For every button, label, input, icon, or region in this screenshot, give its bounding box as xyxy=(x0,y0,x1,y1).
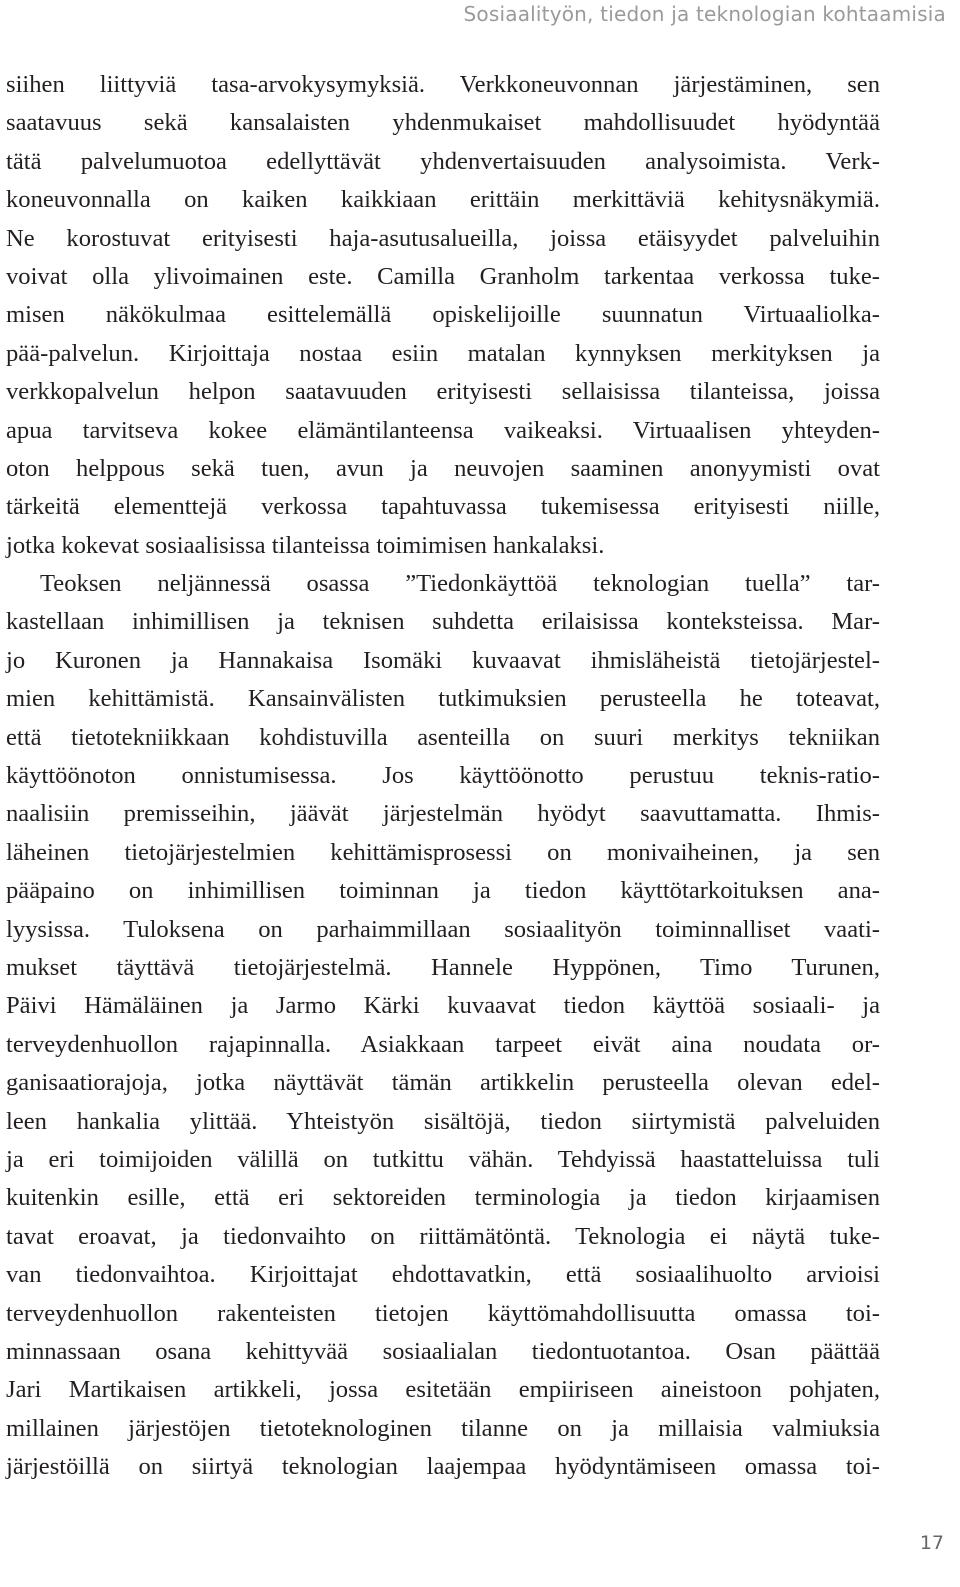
text-line: mukset täyttävä tietojärjestelmä. Hannele Hyppönen, Timo Turunen, xyxy=(6,953,880,981)
text-line: Jari Martikaisen artikkeli, jossa esitetään empiiriseen aineistoon pohjaten, xyxy=(6,1376,880,1404)
text-line: Päivi Hämäläinen ja Jarmo Kärki kuvaavat tiedon käyttöä sosiaali- ja xyxy=(6,992,880,1020)
text-line: että tietotekniikkaan kohdistuvilla asenteilla on suuri merkitys tekniikan xyxy=(6,723,880,751)
paragraph-start-line: Teoksen neljännessä osassa ”Tiedonkäyttöä teknologian tuella” tar- xyxy=(40,570,880,598)
text-line: ja eri toimijoiden välillä on tutkittu vähän. Tehdyissä haastatteluissa tuli xyxy=(6,1145,880,1173)
text-line: misen näkökulmaa esittelemällä opiskelijoille suunnatun Virtuaaliolka- xyxy=(6,301,880,329)
text-line: ganisaatiorajoja, jotka näyttävät tämän artikkelin perusteella olevan edel- xyxy=(6,1069,880,1097)
text-line: jo Kuronen ja Hannakaisa Isomäki kuvaavat ihmisläheistä tietojärjestel- xyxy=(6,646,880,674)
text-line: verkkopalvelun helpon saatavuuden erityisesti sellaisissa tilanteissa, joissa xyxy=(6,378,880,406)
text-line: millainen järjestöjen tietoteknologinen tilanne on ja millaisia valmiuksia xyxy=(6,1414,880,1442)
text-line: kastellaan inhimillisen ja teknisen suhdetta erilaisissa konteksteissa. Mar- xyxy=(6,608,880,636)
text-line: Ne korostuvat erityisesti haja-asutusalueilla, joissa etäisyydet palveluihin xyxy=(6,224,880,252)
text-line: siihen liittyviä tasa-arvokysymyksiä. Verkkoneuvonnan järjestäminen, sen xyxy=(6,71,880,98)
text-line: tavat eroavat, ja tiedonvaihto on riittämätöntä. Teknologia ei näytä tuke- xyxy=(6,1222,880,1250)
text-line: mien kehittämistä. Kansainvälisten tutkimuksien perusteella he toteavat, xyxy=(6,685,880,713)
text-line: oton helppous sekä tuen, avun ja neuvojen saaminen anonyymisti ovat xyxy=(6,454,880,482)
text-line: van tiedonvaihtoa. Kirjoittajat ehdottavatkin, että sosiaalihuolto arvioisi xyxy=(6,1261,880,1289)
running-header: Sosiaalityön, tiedon ja teknologian kohtaamisia xyxy=(463,2,946,26)
body-text xyxy=(6,66,880,1486)
text-line: tärkeitä elementtejä verkossa tapahtuvassa tukemisessa erityisesti niille, xyxy=(6,493,880,521)
text-line: kuitenkin esille, että eri sektoreiden terminologia ja tiedon kirjaamisen xyxy=(6,1184,880,1212)
text-line: leen hankalia ylittää. Yhteistyön sisältöjä, tiedon siirtymistä palveluiden xyxy=(6,1107,880,1135)
text-line: terveydenhuollon rakenteisten tietojen käyttömahdollisuutta omassa toi- xyxy=(6,1299,880,1327)
paragraph-end-line: jotka kokevat sosiaalisissa tilanteissa toimimisen hankalaksi. xyxy=(6,531,605,559)
text-line: terveydenhuollon rajapinnalla. Asiakkaan tarpeet eivät aina noudata or- xyxy=(6,1030,880,1058)
text-line: minnassaan osana kehittyvää sosiaalialan tiedontuotantoa. Osan päättää xyxy=(6,1337,880,1365)
text-line: apua tarvitseva kokee elämäntilanteensa vaikeaksi. Virtuaalisen yhteyden- xyxy=(6,416,880,444)
text-line: koneuvonnalla on kaiken kaikkiaan erittäin merkittäviä kehitysnäkymiä. xyxy=(6,186,880,214)
text-line: lyysissa. Tuloksena on parhaimmillaan sosiaalityön toiminnalliset vaati- xyxy=(6,915,880,943)
text-line: voivat olla ylivoimainen este. Camilla Granholm tarkentaa verkossa tuke- xyxy=(6,262,880,290)
text-line: järjestöillä on siirtyä teknologian laajempaa hyödyntämiseen omassa toi- xyxy=(6,1453,880,1481)
text-line: pääpaino on inhimillisen toiminnan ja tiedon käyttötarkoituksen ana- xyxy=(6,877,880,905)
text-line: käyttöönoton onnistumisessa. Jos käyttöönotto perustuu teknis-ratio- xyxy=(6,762,880,790)
text-line: läheinen tietojärjestelmien kehittämisprosessi on monivaiheinen, ja sen xyxy=(6,838,880,866)
text-line: saatavuus sekä kansalaisten yhdenmukaiset mahdollisuudet hyödyntää xyxy=(6,109,880,137)
text-line: tätä palvelumuotoa edellyttävät yhdenvertaisuuden analysoimista. Verk- xyxy=(6,147,880,175)
text-line: pää-palvelun. Kirjoittaja nostaa esiin matalan kynnyksen merkityksen ja xyxy=(6,339,880,367)
page-number: 17 xyxy=(919,1532,944,1554)
text-line: naalisiin premisseihin, jäävät järjestelmän hyödyt saavuttamatta. Ihmis- xyxy=(6,800,880,828)
